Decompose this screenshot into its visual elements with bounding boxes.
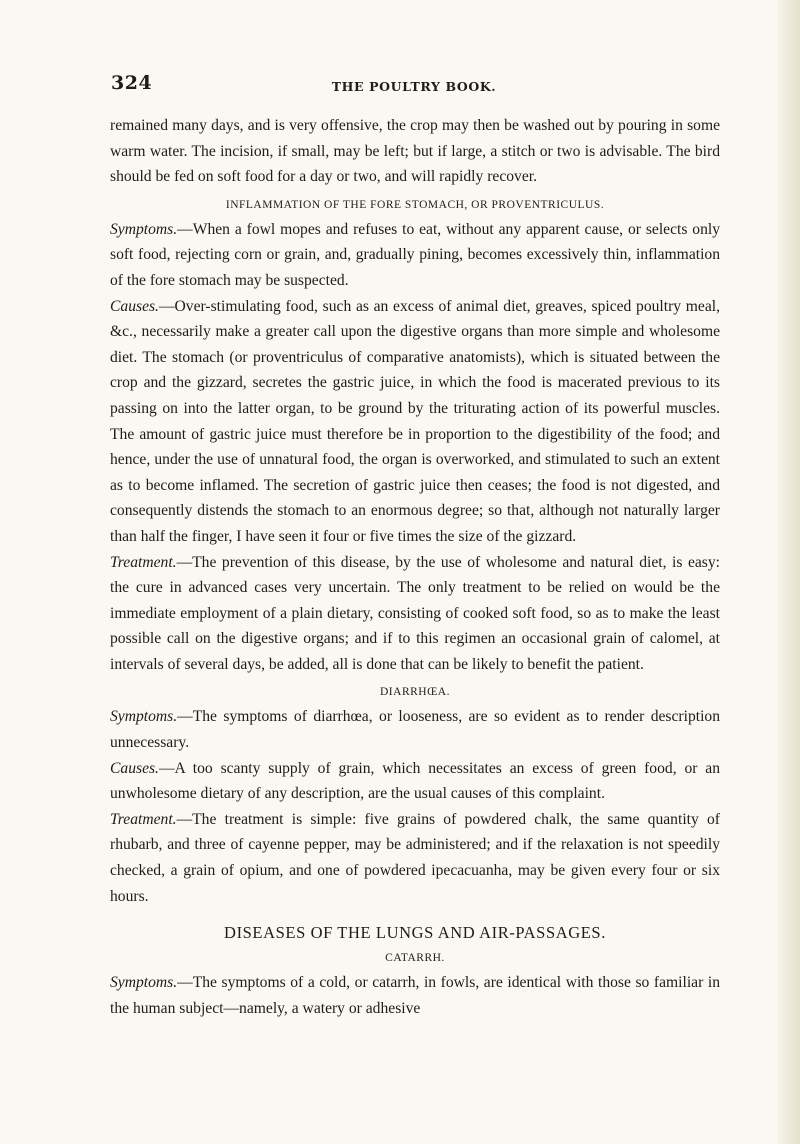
label-symptoms: Symptoms. bbox=[110, 708, 178, 726]
paragraph-symptoms-inflammation bbox=[110, 217, 720, 294]
paragraph-causes-diarrhoea bbox=[110, 756, 720, 807]
label-symptoms: Symptoms. bbox=[110, 220, 178, 238]
paragraph-continuation: remained many days, and is very offensive, the crop may then be washed out by pouring in some warm water. The incision, if small, may be left; but if large, a stitch or two is advisable. The bird should be fed on soft food for a day or two, and will rapidly recover. bbox=[110, 117, 720, 186]
paragraph-treatment-inflammation bbox=[110, 550, 720, 678]
label-symptoms: Symptoms. bbox=[110, 974, 178, 992]
text-causes: —Over-stimulating food, such as an excess of animal diet, greaves, spiced poultry meal, &c., necessarily make a greater call upon the digestive organs than more simple and wholesome diet. The stomach (or proventriculus of comparative anatomists), which is situated between the crop and the gizzard, secretes the gastric juice, in which the food is macerated previous to its passing on into the latter organ, to be ground by the triturating action of its powerful muscles. The amount of gastric juice must therefore be in proportion to the digestibility of the food; and hence, under the use of unnatural food, the organ is overworked, and stimulated to such an extent as to become inflamed. The secretion of gastric juice then ceases; the food is not digested, and consequently distends the stomach to an enormous degree; so that, although not naturally larger than half the finger, I have seen it four or five times the size of the gizzard. bbox=[110, 297, 720, 545]
text-symptoms: —The symptoms of a cold, or catarrh, in fowls, are identical with those so familiar in the human subject—namely, a watery or adhesive bbox=[110, 974, 720, 1017]
section-heading-catarrh: CATARRH. bbox=[385, 952, 445, 965]
running-head: THE POULTRY BOOK. bbox=[331, 79, 497, 94]
label-causes: Causes. bbox=[110, 759, 159, 777]
paragraph-symptoms-catarrh bbox=[110, 970, 720, 1021]
chapter-heading-lungs: DISEASES OF THE LUNGS AND AIR-PASSAGES. bbox=[224, 923, 606, 943]
section-heading-inflammation: INFLAMMATION OF THE FORE STOMACH, OR PROVENTRICULUS. bbox=[225, 198, 605, 211]
page-number: 324 bbox=[111, 72, 153, 94]
text-treatment: —The treatment is simple: five grains of powdered chalk, the same quantity of rhubarb, and three of cayenne pepper, may be administered; and if the relaxation is not speedily checked, a grain of opium, and one of powdered ipecacuanha, may be given every four or six hours. bbox=[110, 810, 720, 905]
text-symptoms: —The symptoms of diarrhœa, or looseness, are so evident as to render description unnecessary. bbox=[110, 708, 720, 752]
label-causes: Causes. bbox=[110, 297, 159, 315]
paragraph-symptoms-diarrhoea bbox=[110, 704, 720, 755]
body-text bbox=[110, 113, 720, 1021]
paragraph-treatment-diarrhoea bbox=[110, 807, 720, 909]
text-treatment: —The prevention of this disease, by the use of wholesome and natural diet, is easy: the cure in advanced cases very uncertain. The only treatment to be relied on would be the immediate employment of a plain dietary, consisting of cooked soft food, so as to make the least possible call on the digestive organs; and if to this regimen an occasional grain of calomel, at intervals of several days, be added, all is done that can be likely to benefit the patient. bbox=[110, 553, 720, 673]
section-heading-diarrhoea: DIARRHŒA. bbox=[380, 686, 450, 699]
page-edge-shadow bbox=[778, 0, 800, 1144]
label-treatment: Treatment. bbox=[110, 810, 177, 828]
paragraph-causes-inflammation bbox=[110, 294, 720, 550]
text-symptoms: —When a fowl mopes and refuses to eat, without any apparent cause, or selects only soft food, rejecting corn or grain, and, gradually pining, becomes excessively thin, inflammation of the fore stomach may be suspected. bbox=[110, 220, 720, 289]
label-treatment: Treatment. bbox=[110, 553, 177, 571]
page-header bbox=[111, 72, 717, 102]
text-causes: —A too scanty supply of grain, which necessitates an excess of green food, or an unwholesome dietary of any description, are the usual causes of this complaint. bbox=[110, 759, 720, 803]
